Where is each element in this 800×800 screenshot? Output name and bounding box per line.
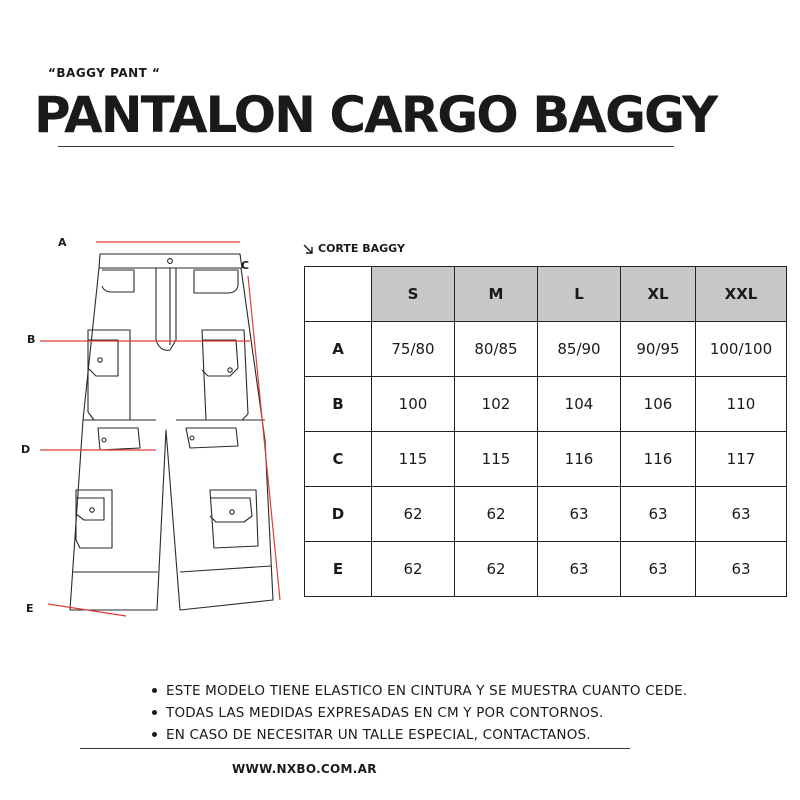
pants-outline — [70, 268, 273, 610]
website-link[interactable]: WWW.NXBO.COM.AR — [232, 762, 377, 776]
row-label: C — [305, 432, 372, 487]
page-title: PANTALON CARGO BAGGY — [34, 86, 717, 144]
row-label: B — [305, 377, 372, 432]
arrow-down-right-icon — [302, 243, 314, 255]
size-header: XL — [621, 267, 696, 322]
table-cell: 63 — [538, 542, 621, 597]
note-item: TODAS LAS MEDIDAS EXPRESADAS EN CM Y POR CONTORNOS. — [150, 702, 687, 724]
table-cell: 63 — [696, 487, 787, 542]
table-cell: 80/85 — [455, 322, 538, 377]
table-cell: 116 — [621, 432, 696, 487]
table-cell: 106 — [621, 377, 696, 432]
table-caption — [302, 242, 405, 255]
table-cell: 104 — [538, 377, 621, 432]
table-row — [305, 542, 787, 597]
size-header: S — [372, 267, 455, 322]
row-label: E — [305, 542, 372, 597]
table-cell: 63 — [621, 542, 696, 597]
table-cell: 62 — [372, 542, 455, 597]
pants-waistband — [99, 254, 242, 268]
left-lower-pocket — [76, 490, 112, 548]
table-row — [305, 487, 787, 542]
table-cell: 100/100 — [696, 322, 787, 377]
diagram-label-b: B — [27, 333, 36, 346]
table-cell: 63 — [621, 487, 696, 542]
table-row — [305, 322, 787, 377]
diagram-label-c: C — [241, 259, 250, 272]
right-lower-pocket — [210, 490, 258, 548]
footer-divider — [80, 748, 630, 749]
size-header: XXL — [696, 267, 787, 322]
size-header-row — [305, 267, 787, 322]
table-cell: 117 — [696, 432, 787, 487]
note-item: ESTE MODELO TIENE ELASTICO EN CINTURA Y SE MUESTRA CUANTO CEDE. — [150, 680, 687, 702]
note-item: EN CASO DE NECESITAR UN TALLE ESPECIAL, CONTACTANOS. — [150, 724, 687, 746]
table-cell: 110 — [696, 377, 787, 432]
diagram-label-e: E — [26, 602, 34, 615]
diagram-label-a: A — [58, 236, 67, 249]
table-cell: 85/90 — [538, 322, 621, 377]
right-thigh-pocket — [202, 330, 248, 420]
table-cell: 90/95 — [621, 322, 696, 377]
table-corner — [305, 267, 372, 322]
table-cell: 62 — [455, 487, 538, 542]
row-label: D — [305, 487, 372, 542]
table-cell: 115 — [372, 432, 455, 487]
table-cell: 62 — [372, 487, 455, 542]
notes-list — [150, 680, 687, 746]
measure-line-c — [248, 276, 280, 600]
table-cell: 115 — [455, 432, 538, 487]
table-cell: 75/80 — [372, 322, 455, 377]
size-header: L — [538, 267, 621, 322]
table-cell: 63 — [696, 542, 787, 597]
size-table — [304, 266, 787, 597]
table-cell: 62 — [455, 542, 538, 597]
table-caption-text: CORTE BAGGY — [318, 242, 405, 255]
table-cell: 116 — [538, 432, 621, 487]
table-row — [305, 377, 787, 432]
row-label: A — [305, 322, 372, 377]
size-header: M — [455, 267, 538, 322]
diagram-label-d: D — [21, 443, 31, 456]
table-row — [305, 432, 787, 487]
subtitle: “BAGGY PANT “ — [48, 66, 161, 80]
table-cell: 102 — [455, 377, 538, 432]
table-cell: 63 — [538, 487, 621, 542]
table-cell: 100 — [372, 377, 455, 432]
